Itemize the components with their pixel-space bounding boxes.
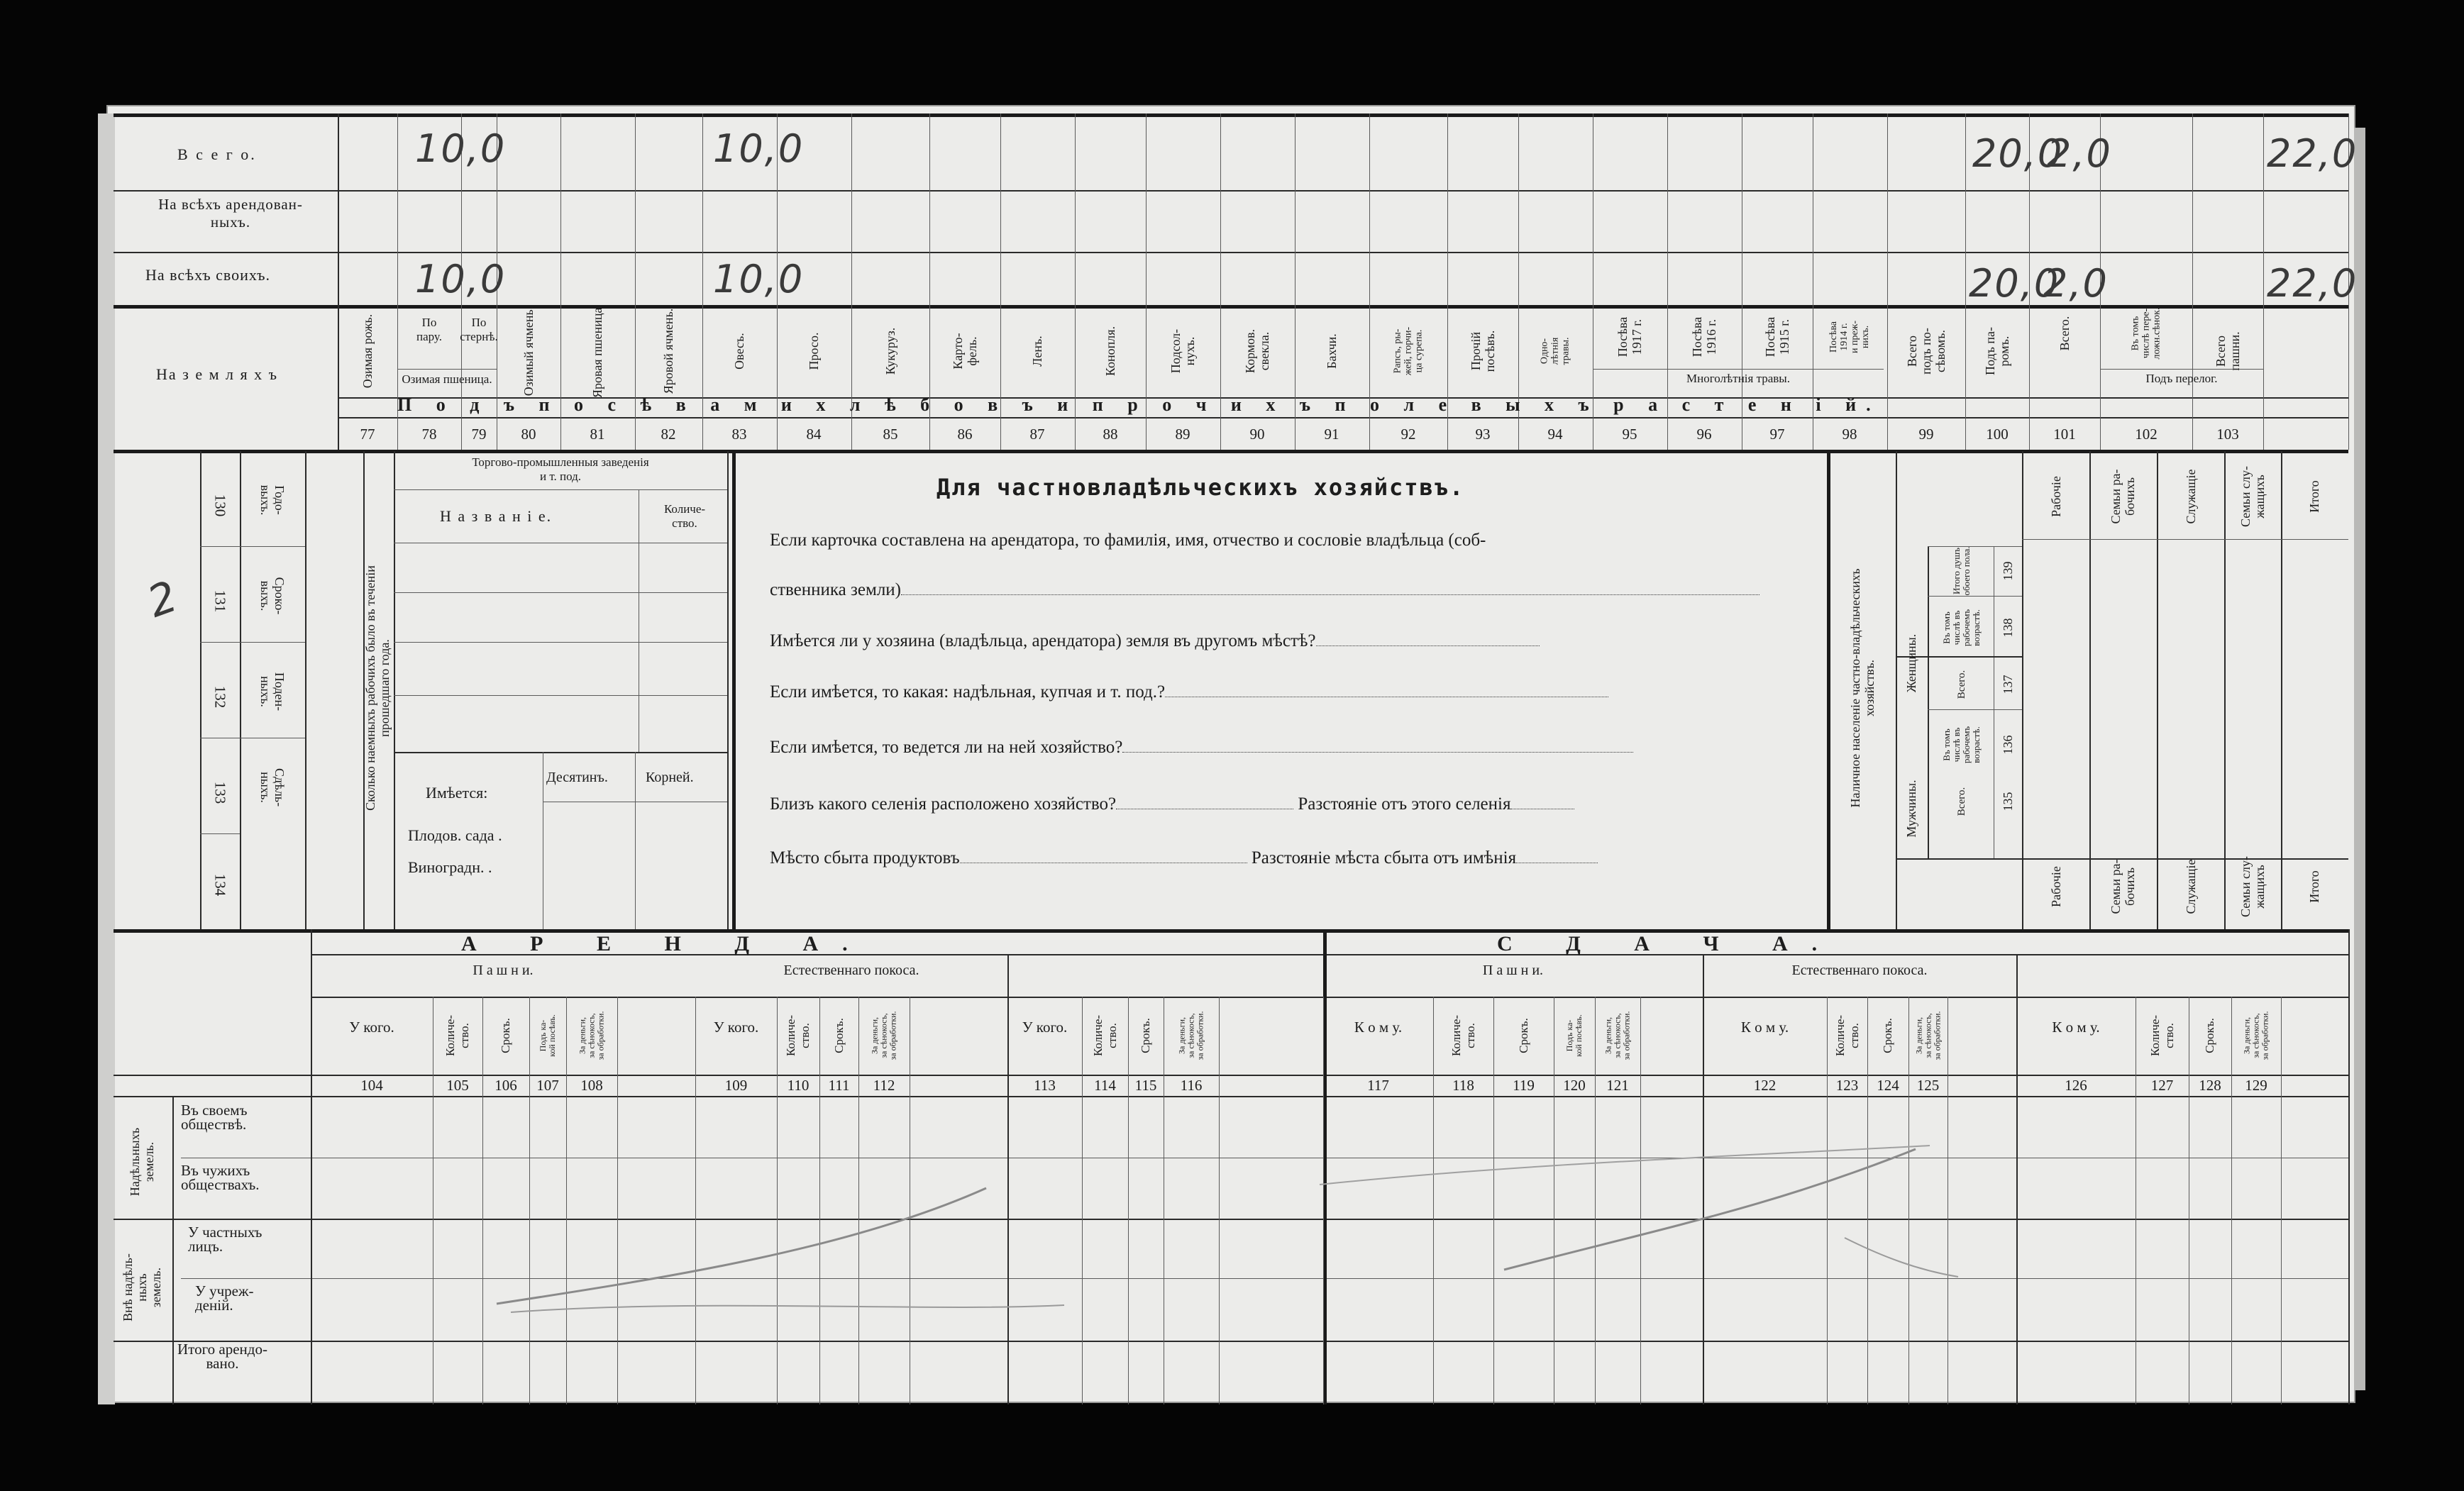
desyatin-header: Десятинъ. bbox=[546, 770, 608, 785]
col-num-77: 77 bbox=[360, 426, 375, 443]
col-num-87: 87 bbox=[1029, 426, 1045, 443]
col-num-128: 128 bbox=[2199, 1077, 2221, 1094]
col-num-88: 88 bbox=[1103, 426, 1118, 443]
col-num-95: 95 bbox=[1622, 426, 1637, 443]
col-num-98: 98 bbox=[1842, 426, 1857, 443]
crop-header-86: Карто- фель. bbox=[951, 333, 979, 370]
col-num-101: 101 bbox=[2053, 426, 2076, 443]
col-num-119: 119 bbox=[1513, 1077, 1535, 1094]
lease-col-za-dengi: За деньги, за сѣнокосъ, за обработки. bbox=[1603, 1011, 1632, 1060]
col-num-135: 135 bbox=[2001, 792, 2015, 811]
crop-header-81: Яровая пшеница. bbox=[590, 304, 604, 398]
fallow-group-label: Подъ перелог. bbox=[2145, 372, 2218, 385]
hired-term-label: Сроко- выхъ. bbox=[258, 577, 287, 615]
row-on-lands-label: На з е м л я х ъ bbox=[156, 365, 279, 383]
col-num-82: 82 bbox=[661, 426, 676, 443]
col-num-90: 90 bbox=[1249, 426, 1265, 443]
col-num-80: 80 bbox=[521, 426, 536, 443]
hw-own-100: 2,0 bbox=[2043, 261, 2109, 306]
lease-col-kolich: Количе- ство. bbox=[1833, 1014, 1861, 1057]
col-num-118: 118 bbox=[1452, 1077, 1474, 1094]
lease-col-srok: Срокъ. bbox=[2203, 1018, 2216, 1053]
crop-header-87: Ленъ. bbox=[1030, 336, 1044, 367]
row-total-leased: Итого арендо- вано. bbox=[177, 1341, 267, 1372]
arenda-title: А Р Е Н Д А. bbox=[461, 932, 872, 955]
question-owner: Если карточка составлена на арендатора, то фамилія, имя, отчество и сословіе владѣльца (соб- bbox=[770, 531, 1486, 550]
crop-header-97: Посѣва 1915 г. bbox=[1763, 316, 1791, 357]
hayfield-group-label: Естественнаго покоса. bbox=[1791, 963, 1928, 978]
allotment-lands-label: Надѣльныхъ земель. bbox=[128, 1127, 156, 1197]
lease-col-kolich: Количе- ство. bbox=[1449, 1014, 1477, 1057]
korney-header: Корней. bbox=[646, 770, 694, 785]
hw-total-100: 2,0 bbox=[2047, 131, 2112, 176]
col-num-133: 133 bbox=[211, 781, 229, 804]
total-footer: Итого bbox=[2307, 870, 2321, 903]
question-land-type: Если имѣется, то какая: надѣльная, купчая и т. под.? bbox=[770, 682, 1608, 702]
lease-col-komu: К о м у. bbox=[2052, 1019, 2100, 1036]
lease-col-srok: Срокъ. bbox=[1881, 1018, 1894, 1053]
col-num-96: 96 bbox=[1696, 426, 1712, 443]
col-num-123: 123 bbox=[1835, 1077, 1859, 1094]
col-num-110: 110 bbox=[787, 1077, 810, 1094]
crop-header-80: Озимый ячмень. bbox=[521, 306, 536, 397]
row-private-persons: У частныхъ лицъ. bbox=[188, 1224, 263, 1255]
row-institutions: У учреж- деній. bbox=[195, 1282, 254, 1314]
lease-col-pod-kakoy: Подъ ка- кой посѣвъ. bbox=[538, 1014, 557, 1057]
col-num-94: 94 bbox=[1547, 426, 1563, 443]
pencil-stroke bbox=[1845, 1238, 1958, 1277]
crop-header-101: Всего. bbox=[2057, 316, 2072, 351]
col-num-130: 130 bbox=[211, 494, 229, 517]
lease-col-srok: Срокъ. bbox=[1516, 1018, 1530, 1053]
crop-header-93: Прочій посѣвъ. bbox=[1469, 330, 1497, 372]
question-other-land: Имѣется ли у хозяина (владѣльца, арендатора) земля въ другомъ мѣстѣ? bbox=[770, 631, 1540, 651]
crop-header-100: Подъ па- ромъ. bbox=[1983, 326, 2011, 376]
trade-name-header: Н а з в а н і е. bbox=[440, 507, 553, 525]
crops-band-title: П о д ъ п о с ѣ в а м и х л ѣ б о в ъ и п р о ч и х ъ п о л е в ы х ъ р а с т е н і й. bbox=[397, 394, 1881, 415]
hw-own-78: 10,0 bbox=[415, 257, 507, 301]
arable-group-label: П а ш н и. bbox=[473, 963, 534, 978]
col-num-120: 120 bbox=[1563, 1077, 1586, 1094]
servants-families-footer: Семьи слу- жащихъ bbox=[2238, 856, 2267, 917]
hired-piece-label: Сдѣль- ныхъ. bbox=[258, 767, 287, 807]
non-allotment-lands-label: Внѣ надѣль- ныхъ земель. bbox=[121, 1253, 163, 1321]
workers-families-footer: Семьи ра- бочихъ bbox=[2109, 859, 2137, 914]
hired-annual-label: Годо- выхъ. bbox=[258, 484, 287, 516]
hayfield-group-label: Естественнаго покоса. bbox=[783, 963, 919, 978]
col-num-86: 86 bbox=[957, 426, 973, 443]
hw-total-103: 22,0 bbox=[2267, 131, 2358, 176]
col-num-127: 127 bbox=[2150, 1077, 2174, 1094]
trade-header: Торгово-промышленныя заведенія и т. под. bbox=[472, 455, 649, 483]
col-num-113: 113 bbox=[1034, 1077, 1056, 1094]
crop-header-103: Всего пашни. bbox=[2214, 331, 2242, 371]
col-num-103: 103 bbox=[2216, 426, 2239, 443]
hw-total-82: 10,0 bbox=[713, 126, 805, 171]
lease-col-za-dengi: За деньги, за сѣнокосъ, за обработки. bbox=[1913, 1011, 1942, 1060]
perennial-grasses-group-label: Многолѣтнія травы. bbox=[1686, 372, 1790, 385]
col-num-99: 99 bbox=[1918, 426, 1934, 443]
lease-col-u-kogo: У кого. bbox=[713, 1019, 759, 1036]
crop-header-83: Овесъ. bbox=[732, 333, 746, 370]
col-num-129: 129 bbox=[2245, 1077, 2267, 1094]
lease-col-za-dengi: За деньги, за сѣнокосъ, за обработки. bbox=[1176, 1011, 1205, 1060]
col-num-116: 116 bbox=[1180, 1077, 1203, 1094]
servants-families-header: Семьи слу- жащихъ bbox=[2238, 466, 2267, 527]
lease-col-srok: Срокъ. bbox=[499, 1018, 512, 1053]
question-market: Мѣсто сбыта продуктовъ Разстояніе мѣста сбыта отъ имѣнія bbox=[770, 848, 1598, 868]
col-num-79: 79 bbox=[471, 426, 487, 443]
total-header: Итого bbox=[2307, 480, 2321, 513]
crop-header-90: Кормов. свекла. bbox=[1243, 328, 1271, 374]
col-num-115: 115 bbox=[1134, 1077, 1157, 1094]
col-num-105: 105 bbox=[446, 1077, 469, 1094]
crop-header-102: Въ томъ числѣ пере- ложн.сѣнок. bbox=[2130, 307, 2162, 360]
women-label: Женщины. bbox=[1904, 633, 1918, 693]
col-num-97: 97 bbox=[1769, 426, 1785, 443]
crop-header-94: Одно- лѣтнія травы. bbox=[1539, 337, 1571, 365]
lease-col-srok: Срокъ. bbox=[832, 1018, 846, 1053]
women-working-label: Въ томъ числѣ въ рабочемъ возрастѣ. bbox=[1941, 609, 1982, 647]
col-num-132: 132 bbox=[211, 685, 229, 709]
lease-col-kolich: Количе- ство. bbox=[2148, 1014, 2176, 1057]
hired-workers-vertical-label: Сколько наемныхъ рабочихъ было въ теченіи прошедшаго года. bbox=[363, 565, 392, 811]
col-num-89: 89 bbox=[1175, 426, 1190, 443]
lease-col-u-kogo: У кого. bbox=[1022, 1019, 1068, 1036]
col-num-83: 83 bbox=[731, 426, 747, 443]
col-num-92: 92 bbox=[1400, 426, 1416, 443]
pencil-stroke bbox=[511, 1305, 1064, 1312]
arable-group-label: П а ш н и. bbox=[1482, 963, 1544, 978]
col-num-91: 91 bbox=[1324, 426, 1339, 443]
col-num-131: 131 bbox=[211, 589, 229, 613]
col-num-126: 126 bbox=[2065, 1077, 2087, 1094]
winter-wheat-group-label: Озимая пшеница. bbox=[402, 372, 492, 386]
hw-total-78: 10,0 bbox=[415, 126, 507, 171]
hw-own-99: 20,0 bbox=[1969, 261, 2060, 306]
workers-header: Рабочіе bbox=[2049, 476, 2063, 517]
servants-footer: Служащіе bbox=[2184, 859, 2198, 914]
workers-families-header: Семьи ра- бочихъ bbox=[2109, 469, 2137, 524]
col-num-78: 78 bbox=[421, 426, 437, 443]
col-num-107: 107 bbox=[536, 1077, 559, 1094]
row-own-label: На всѣхъ своихъ. bbox=[145, 266, 270, 284]
col-num-100: 100 bbox=[1986, 426, 2009, 443]
col-num-84: 84 bbox=[806, 426, 822, 443]
men-label: Мужчины. bbox=[1904, 780, 1918, 838]
private-estates-title: Для частновладѣльческихъ хозяйствъ. bbox=[937, 474, 1465, 501]
men-working-label: Въ томъ числѣ въ рабочемъ возрастѣ. bbox=[1941, 726, 1982, 764]
col-num-112: 112 bbox=[873, 1077, 895, 1094]
crop-header-85: Кукуруз. bbox=[883, 327, 897, 375]
total-souls-label: Итого душъ обоего пола. bbox=[1951, 546, 1972, 596]
row-rented-label: На всѣхъ арендован- ныхъ. bbox=[158, 196, 303, 231]
lease-col-komu: К о м у. bbox=[1740, 1019, 1789, 1036]
crop-header-99: Всего подъ по- сѣвомъ. bbox=[1905, 328, 1948, 375]
col-num-114: 114 bbox=[1094, 1077, 1116, 1094]
col-num-108: 108 bbox=[580, 1077, 603, 1094]
col-num-81: 81 bbox=[590, 426, 605, 443]
col-num-121: 121 bbox=[1606, 1077, 1629, 1094]
lease-col-kolich: Количе- ство. bbox=[784, 1014, 812, 1057]
row-own-community: Въ своемъ обществѣ. bbox=[181, 1102, 248, 1133]
crop-header-84: Просо. bbox=[807, 332, 821, 370]
pencil-stroke bbox=[497, 1188, 986, 1304]
women-total-label: Всего. bbox=[1956, 670, 1967, 699]
sdacha-title: С Д А Ч А. bbox=[1497, 932, 1842, 955]
col-num-136: 136 bbox=[2001, 735, 2015, 755]
row-other-community: Въ чужихъ обществахъ. bbox=[181, 1162, 260, 1193]
col-num-104: 104 bbox=[360, 1077, 383, 1094]
lease-col-pod-kakoy: Подъ ка- кой посѣвъ. bbox=[1564, 1014, 1584, 1057]
col-num-85: 85 bbox=[883, 426, 898, 443]
col-num-125: 125 bbox=[1916, 1077, 1940, 1094]
hw-total-99: 20,0 bbox=[1972, 131, 2064, 176]
crop-header-88: Конопля. bbox=[1103, 326, 1117, 377]
col-num-109: 109 bbox=[724, 1077, 748, 1094]
lease-col-za-dengi: За деньги, за сѣнокосъ, за обработки. bbox=[869, 1011, 898, 1060]
col-num-122: 122 bbox=[1753, 1077, 1777, 1094]
crop-header-96: Посѣва 1916 г. bbox=[1690, 316, 1718, 357]
crop-header-91: Бахчи. bbox=[1325, 333, 1339, 369]
vineyard-label: Виноградн. . bbox=[408, 858, 492, 876]
col-num-117: 117 bbox=[1367, 1077, 1389, 1094]
lease-col-za-dengi: За деньги, за сѣнокосъ, за обработки. bbox=[2241, 1011, 2270, 1060]
col-num-134: 134 bbox=[211, 873, 229, 897]
population-vertical-label: Наличное населеніе частно-владѣльческихъ хозяйствъ. bbox=[1848, 568, 1877, 808]
hired-daily-label: Поден- ныхъ. bbox=[258, 672, 287, 711]
lease-col-kolich: Количе- ство. bbox=[1090, 1014, 1119, 1057]
trade-qty-header: Количе- ство. bbox=[663, 502, 706, 530]
question-owner-cont: ственника земли) bbox=[770, 580, 1759, 600]
hw-own-82: 10,0 bbox=[713, 257, 805, 301]
col-num-93: 93 bbox=[1475, 426, 1491, 443]
col-num-137: 137 bbox=[2001, 675, 2015, 694]
has-label: Имѣется: bbox=[426, 784, 488, 802]
crop-header-82: Яровой ячмень. bbox=[661, 308, 675, 394]
question-village: Близъ какого селенія расположено хозяйство? Разстояніе отъ этого селенія bbox=[770, 794, 1574, 814]
crop-header-77: Озимая рожь. bbox=[360, 314, 375, 389]
col-num-139: 139 bbox=[2001, 561, 2015, 581]
col-num-106: 106 bbox=[495, 1077, 517, 1094]
crop-header-89: Подсол- нухъ. bbox=[1169, 328, 1197, 374]
lease-col-srok: Срокъ. bbox=[1139, 1018, 1152, 1053]
crop-header-95: Посѣва 1917 г. bbox=[1615, 316, 1644, 357]
question-farming: Если имѣется, то ведется ли на ней хозяйство? bbox=[770, 738, 1633, 758]
hw-margin-mark: 2 bbox=[141, 571, 185, 628]
col-num-124: 124 bbox=[1877, 1077, 1899, 1094]
crop-header-98: Посѣва 1914 г. и преж- нихъ. bbox=[1828, 320, 1871, 354]
servants-header: Служащіе bbox=[2184, 469, 2198, 524]
orchard-label: Плодов. сада . bbox=[408, 826, 502, 844]
hw-own-103: 22,0 bbox=[2267, 261, 2358, 306]
pencil-stroke bbox=[1504, 1149, 1916, 1270]
lease-col-u-kogo: У кого. bbox=[349, 1019, 394, 1036]
col-num-138: 138 bbox=[2001, 618, 2015, 638]
lease-col-komu: К о м у. bbox=[1354, 1019, 1403, 1036]
lease-col-kolich: Количе- ство. bbox=[443, 1014, 471, 1057]
men-total-label: Всего. bbox=[1956, 787, 1967, 816]
row-total-label: В с е г о. bbox=[177, 145, 257, 163]
crop-header-78: По пару. bbox=[416, 316, 442, 343]
col-num-102: 102 bbox=[2135, 426, 2158, 443]
crop-header-92: Рапсъ, ры- жей, горчи- ца сурепа. bbox=[1392, 326, 1425, 376]
lease-col-za-dengi: За деньги, за сѣнокосъ, за обработки. bbox=[577, 1011, 606, 1060]
workers-footer: Рабочіе bbox=[2049, 866, 2063, 907]
crop-header-79: По стернѣ. bbox=[460, 316, 498, 343]
col-num-111: 111 bbox=[828, 1077, 850, 1094]
